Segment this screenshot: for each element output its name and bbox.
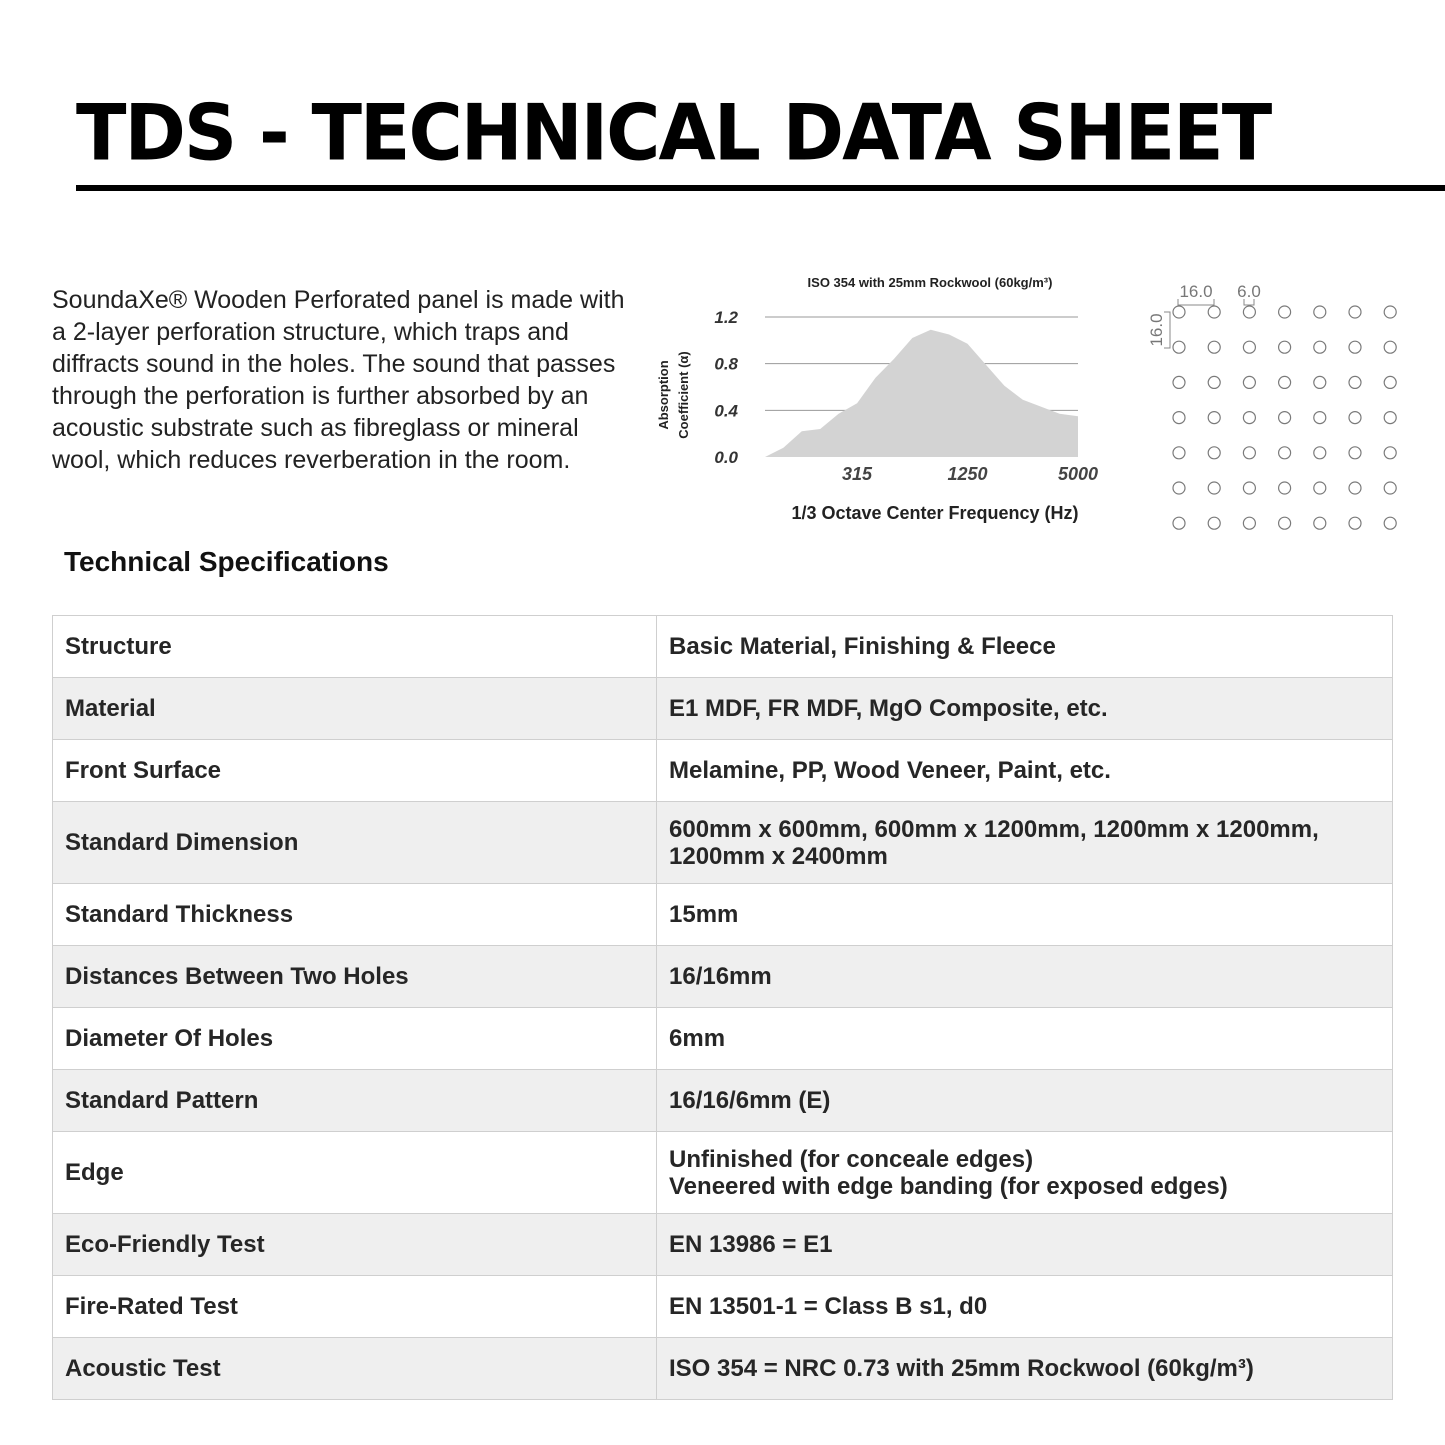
spec-row-front-surface: [53, 740, 1393, 802]
perforation-hole: [1384, 412, 1396, 424]
spec-key: Diameter Of Holes: [53, 1008, 657, 1070]
perforation-hole: [1208, 447, 1220, 459]
spec-value: Unfinished (for conceale edges) Veneered with edge banding (for exposed edges): [657, 1132, 1393, 1214]
pattern-spacing-label: 16.0: [1179, 282, 1213, 301]
perforation-hole: [1279, 447, 1291, 459]
specs-heading: Technical Specifications: [64, 546, 389, 577]
spec-row-hole-distance: [53, 946, 1393, 1008]
perforation-hole: [1279, 376, 1291, 388]
perforation-hole: [1243, 447, 1255, 459]
perforation-hole: [1208, 376, 1220, 388]
perforation-hole: [1349, 376, 1361, 388]
spec-row-hole-diameter: [53, 1008, 1393, 1070]
chart-title: ISO 354 with 25mm Rockwool (60kg/m³): [807, 275, 1053, 290]
perforation-hole: [1173, 447, 1185, 459]
perforation-hole: [1349, 482, 1361, 494]
spec-value: EN 13986 = E1: [657, 1214, 1393, 1276]
perforation-hole: [1349, 447, 1361, 459]
title-underline: [76, 185, 1445, 191]
perforation-hole: [1314, 447, 1326, 459]
chart-y-tick-label: 1.2: [714, 308, 738, 327]
perforation-hole: [1384, 306, 1396, 318]
perforation-hole: [1314, 376, 1326, 388]
perforation-pattern-diagram: [1140, 275, 1440, 545]
perforation-hole: [1208, 306, 1220, 318]
spec-value: 600mm x 600mm, 600mm x 1200mm, 1200mm x 1200mm, 1200mm x 2400mm: [657, 802, 1393, 884]
perforation-hole: [1384, 447, 1396, 459]
pattern-holes: [1173, 306, 1396, 529]
spec-value: 16/16/6mm (E): [657, 1070, 1393, 1132]
perforation-hole: [1243, 306, 1255, 318]
spec-value: 15mm: [657, 884, 1393, 946]
chart-y-label-line2: Coefficient (α): [676, 351, 691, 439]
perforation-hole: [1314, 482, 1326, 494]
spec-row-eco-friendly-test: [53, 1214, 1393, 1276]
perforation-hole: [1279, 412, 1291, 424]
perforation-hole: [1243, 517, 1255, 529]
perforation-hole: [1243, 412, 1255, 424]
perforation-hole: [1384, 376, 1396, 388]
spec-key: Edge: [53, 1132, 657, 1214]
chart-y-label-line1: Absorption: [656, 360, 671, 430]
spec-row-edge: [53, 1132, 1393, 1214]
chart-y-tick-label: 0.0: [714, 448, 738, 467]
chart-x-tick-label: 5000: [1057, 464, 1099, 484]
spec-row-standard-pattern: [53, 1070, 1393, 1132]
perforation-hole: [1314, 412, 1326, 424]
perforation-hole: [1279, 306, 1291, 318]
spec-value: E1 MDF, FR MDF, MgO Composite, etc.: [657, 678, 1393, 740]
spec-key: Material: [53, 678, 657, 740]
intro-paragraph: SoundaXe® Wooden Perforated panel is made with a 2-layer perforation structure, which traps and diffracts sound in the holes. The sound that passes through the perforation is further absorbed by an acoustic substrate such as fibreglass or mineral wool, which reduces reverberation in the room.: [52, 286, 625, 474]
spec-key: Fire-Rated Test: [53, 1276, 657, 1338]
spec-value: EN 13501-1 = Class B s1, d0: [657, 1276, 1393, 1338]
pattern-diameter-label: 6.0: [1237, 282, 1261, 301]
perforation-hole: [1384, 517, 1396, 529]
spec-row-acoustic-test: [53, 1338, 1393, 1400]
spec-value: Melamine, PP, Wood Veneer, Paint, etc.: [657, 740, 1393, 802]
perforation-hole: [1349, 517, 1361, 529]
spec-value: Basic Material, Finishing & Fleece: [657, 616, 1393, 678]
perforation-hole: [1349, 341, 1361, 353]
perforation-hole: [1208, 517, 1220, 529]
perforation-hole: [1349, 412, 1361, 424]
chart-y-ticks: [714, 308, 738, 467]
perforation-hole: [1279, 341, 1291, 353]
chart-area-series: [765, 330, 1078, 457]
perforation-hole: [1173, 306, 1185, 318]
chart-x-tick-label: 315: [842, 464, 873, 484]
chart-x-tick-label: 1250: [947, 464, 988, 484]
chart-y-tick-label: 0.8: [714, 354, 738, 374]
spec-key: Acoustic Test: [53, 1338, 657, 1400]
perforation-hole: [1279, 482, 1291, 494]
spec-row-standard-dimension: [53, 802, 1393, 884]
spec-value: ISO 354 = NRC 0.73 with 25mm Rockwool (60kg/m³): [657, 1338, 1393, 1400]
perforation-hole: [1314, 306, 1326, 318]
absorption-chart: [650, 265, 1120, 535]
perforation-hole: [1279, 517, 1291, 529]
perforation-hole: [1173, 517, 1185, 529]
perforation-hole: [1243, 376, 1255, 388]
perforation-hole: [1208, 412, 1220, 424]
chart-x-ticks: [842, 464, 1098, 484]
spec-row-structure: [53, 616, 1393, 678]
spec-value: 16/16mm: [657, 946, 1393, 1008]
spec-key: Eco-Friendly Test: [53, 1214, 657, 1276]
chart-x-label: 1/3 Octave Center Frequency (Hz): [791, 503, 1079, 523]
perforation-hole: [1384, 482, 1396, 494]
perforation-hole: [1173, 482, 1185, 494]
spec-row-material: [53, 678, 1393, 740]
chart-y-tick-label: 0.4: [714, 401, 738, 421]
spec-key: Standard Thickness: [53, 884, 657, 946]
perforation-hole: [1173, 341, 1185, 353]
perforation-hole: [1173, 376, 1185, 388]
spec-key: Front Surface: [53, 740, 657, 802]
perforation-hole: [1208, 482, 1220, 494]
perforation-hole: [1349, 306, 1361, 318]
perforation-hole: [1208, 341, 1220, 353]
pattern-vertical-label: 16.0: [1147, 313, 1166, 347]
perforation-hole: [1173, 412, 1185, 424]
spec-key: Standard Pattern: [53, 1070, 657, 1132]
spec-row-fire-rated-test: [53, 1276, 1393, 1338]
perforation-hole: [1243, 482, 1255, 494]
spec-key: Structure: [53, 616, 657, 678]
spec-value: 6mm: [657, 1008, 1393, 1070]
specs-table: [52, 615, 1393, 1400]
spec-row-standard-thickness: [53, 884, 1393, 946]
perforation-hole: [1314, 341, 1326, 353]
perforation-hole: [1243, 341, 1255, 353]
page-title: TDS - TECHNICAL DATA SHEET: [76, 87, 1271, 179]
spec-key: Standard Dimension: [53, 802, 657, 884]
perforation-hole: [1314, 517, 1326, 529]
perforation-hole: [1384, 341, 1396, 353]
spec-key: Distances Between Two Holes: [53, 946, 657, 1008]
